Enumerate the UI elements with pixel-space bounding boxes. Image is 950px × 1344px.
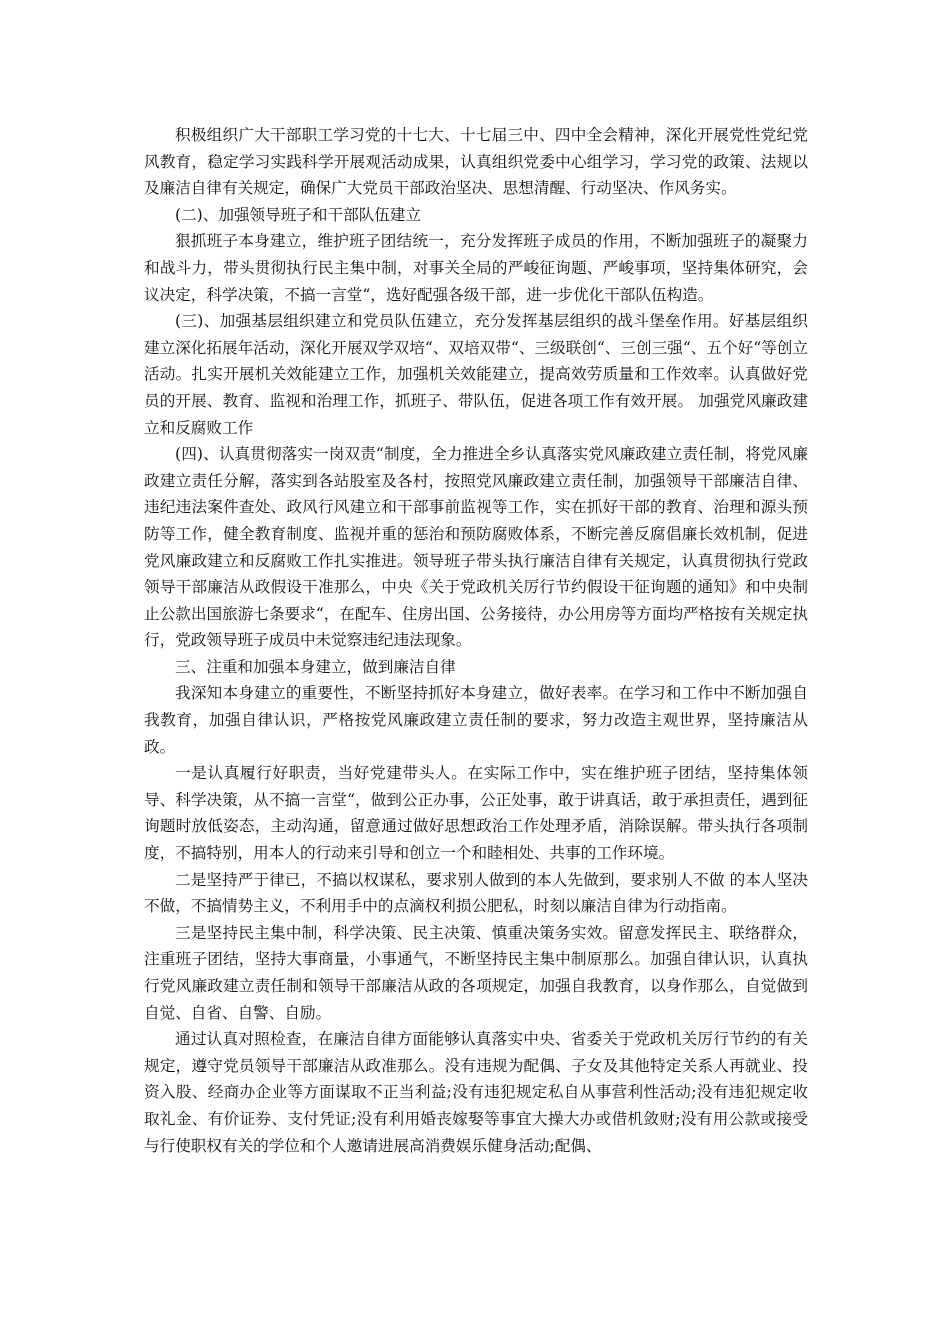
paragraph-self-check: 通过认真对照检查，在廉洁自律方面能够认真落实中央、省委关于党政机关厉行节约的有关规定，遵守党员领导干部廉洁从政准那么。没有违规为配偶、子女及其他特定关系人再就业、投资入股、经商办企业等方面谋取不正当利益;没有违犯规定私自从事营利性活动;没有违犯规定收取礼金、有价证券、支付凭证;没有利用婚丧嫁娶等事宜大操大办或借机敛财;没有用公款或接受与行使职权有关的学位和个人邀请进展高消费娱乐健身活动;配偶、: [144, 1030, 808, 1155]
heading-section-2: (二)、加强领导班子和干部队伍建立: [175, 205, 422, 224]
paragraph-point-1: 一是认真履行好职责，当好党建带头人。在实际工作中，实在维护班子团结，坚持集体领导、科学决策，从不搞一言堂“，做到公正办事，公正处事，敢于讲真话，敢于承担责任，遇到征询题时放低姿态，主动沟通，留意通过做好思想政治工作处理矛盾，消除误解。带头执行各项制度，不搞特别，用本人的行动来引导和创立一个和睦相处、共事的工作环境。: [144, 764, 808, 863]
heading-part-3: 三、注重和加强本身建立，做到廉洁自律: [175, 657, 456, 676]
document-body: [144, 122, 808, 1159]
paragraph-section-4: (四)、认真贯彻落实一岗双责“制度，全力推进全乡认真落实党风廉政建立责任制，将党风廉政建立责任分解，落实到各站股室及各村，按照党风廉政建立责任制，加强领导干部廉洁自律、违纪违法案件查处、政风行风建立和干部事前监视等工作，实在抓好干部的教育、治理和源头预防等工作，健全教育制度、监视并重的惩治和预防腐败体系，不断完善反腐倡廉长效机制，促进党风廉政建立和反腐败工作扎实推进。领导班子带头执行廉洁自律有关规定，认真贯彻执行党政领导干部廉洁从政假设干准那么，中央《关于党政机关厉行节约假设干征询题的通知》和中央制止公款出国旅游七条要求“，在配车、住房出国、公务接待，办公用房等方面均严格按有关规定执行，党政领导班子成员中未觉察违纪违法现象。: [144, 445, 808, 650]
paragraph-section-3: (三)、加强基层组织建立和党员队伍建立，充分发挥基层组织的战斗堡垒作用。好基层组织建立深化拓展年活动，深化开展双学双培“、双培双带“、三级联创“、三创三强“、五个好“等创立活动。扎实开展机关效能建立工作，加强机关效能建立，提高效劳质量和工作效率。认真做好党员的开展、教育、监视和治理工作，抓班子、带队伍，促进各项工作有效开展。 加强党风廉政建立和反腐败工作: [144, 312, 808, 437]
paragraph-point-2: 二是坚持严于律已，不搞以权谋私，要求别人做到的本人先做到，要求别人不做 的本人坚决不做，不搞情势主义，不利用手中的点滴权利损公肥私，时刻以廉洁自律为行动指南。: [144, 870, 808, 916]
paragraph-self-building: 我深知本身建立的重要性，不断坚持抓好本身建立，做好表率。在学习和工作中不断加强自我教育，加强自律认识，严格按党风廉政建立责任制的要求，努力改造主观世界，坚持廉洁从政。: [144, 684, 808, 756]
paragraph-study: 积极组织广大干部职工学习党的十七大、十七届三中、四中全会精神，深化开展党性党纪党风教育，稳定学习实践科学开展观活动成果，认真组织党委中心组学习，学习党的政策、法规以及廉洁自律有关规定，确保广大党员干部政治坚决、思想清醒、行动坚决、作风务实。: [144, 126, 808, 198]
paragraph-leadership: 狠抓班子本身建立，维护班子团结统一，充分发挥班子成员的作用，不断加强班子的凝聚力和战斗力，带头贯彻执行民主集中制，对事关全局的严峻征询题、严峻事项，坚持集体研究，会议决定，科学决策，不搞一言堂“，选好配强各级干部，进一步优化干部队伍构造。: [144, 232, 808, 304]
paragraph-point-3: 三是坚持民主集中制，科学决策、民主决策、慎重决策务实效。留意发挥民主、联络群众，注重班子团结，坚持大事商量，小事通气，不断坚持民主集中制原那么。加强自律认识，认真执行党风廉政建立责任制和领导干部廉洁从政的各项规定，加强自我教育，以身作那么，自觉做到自觉、自省、自警、自励。: [144, 923, 808, 1022]
